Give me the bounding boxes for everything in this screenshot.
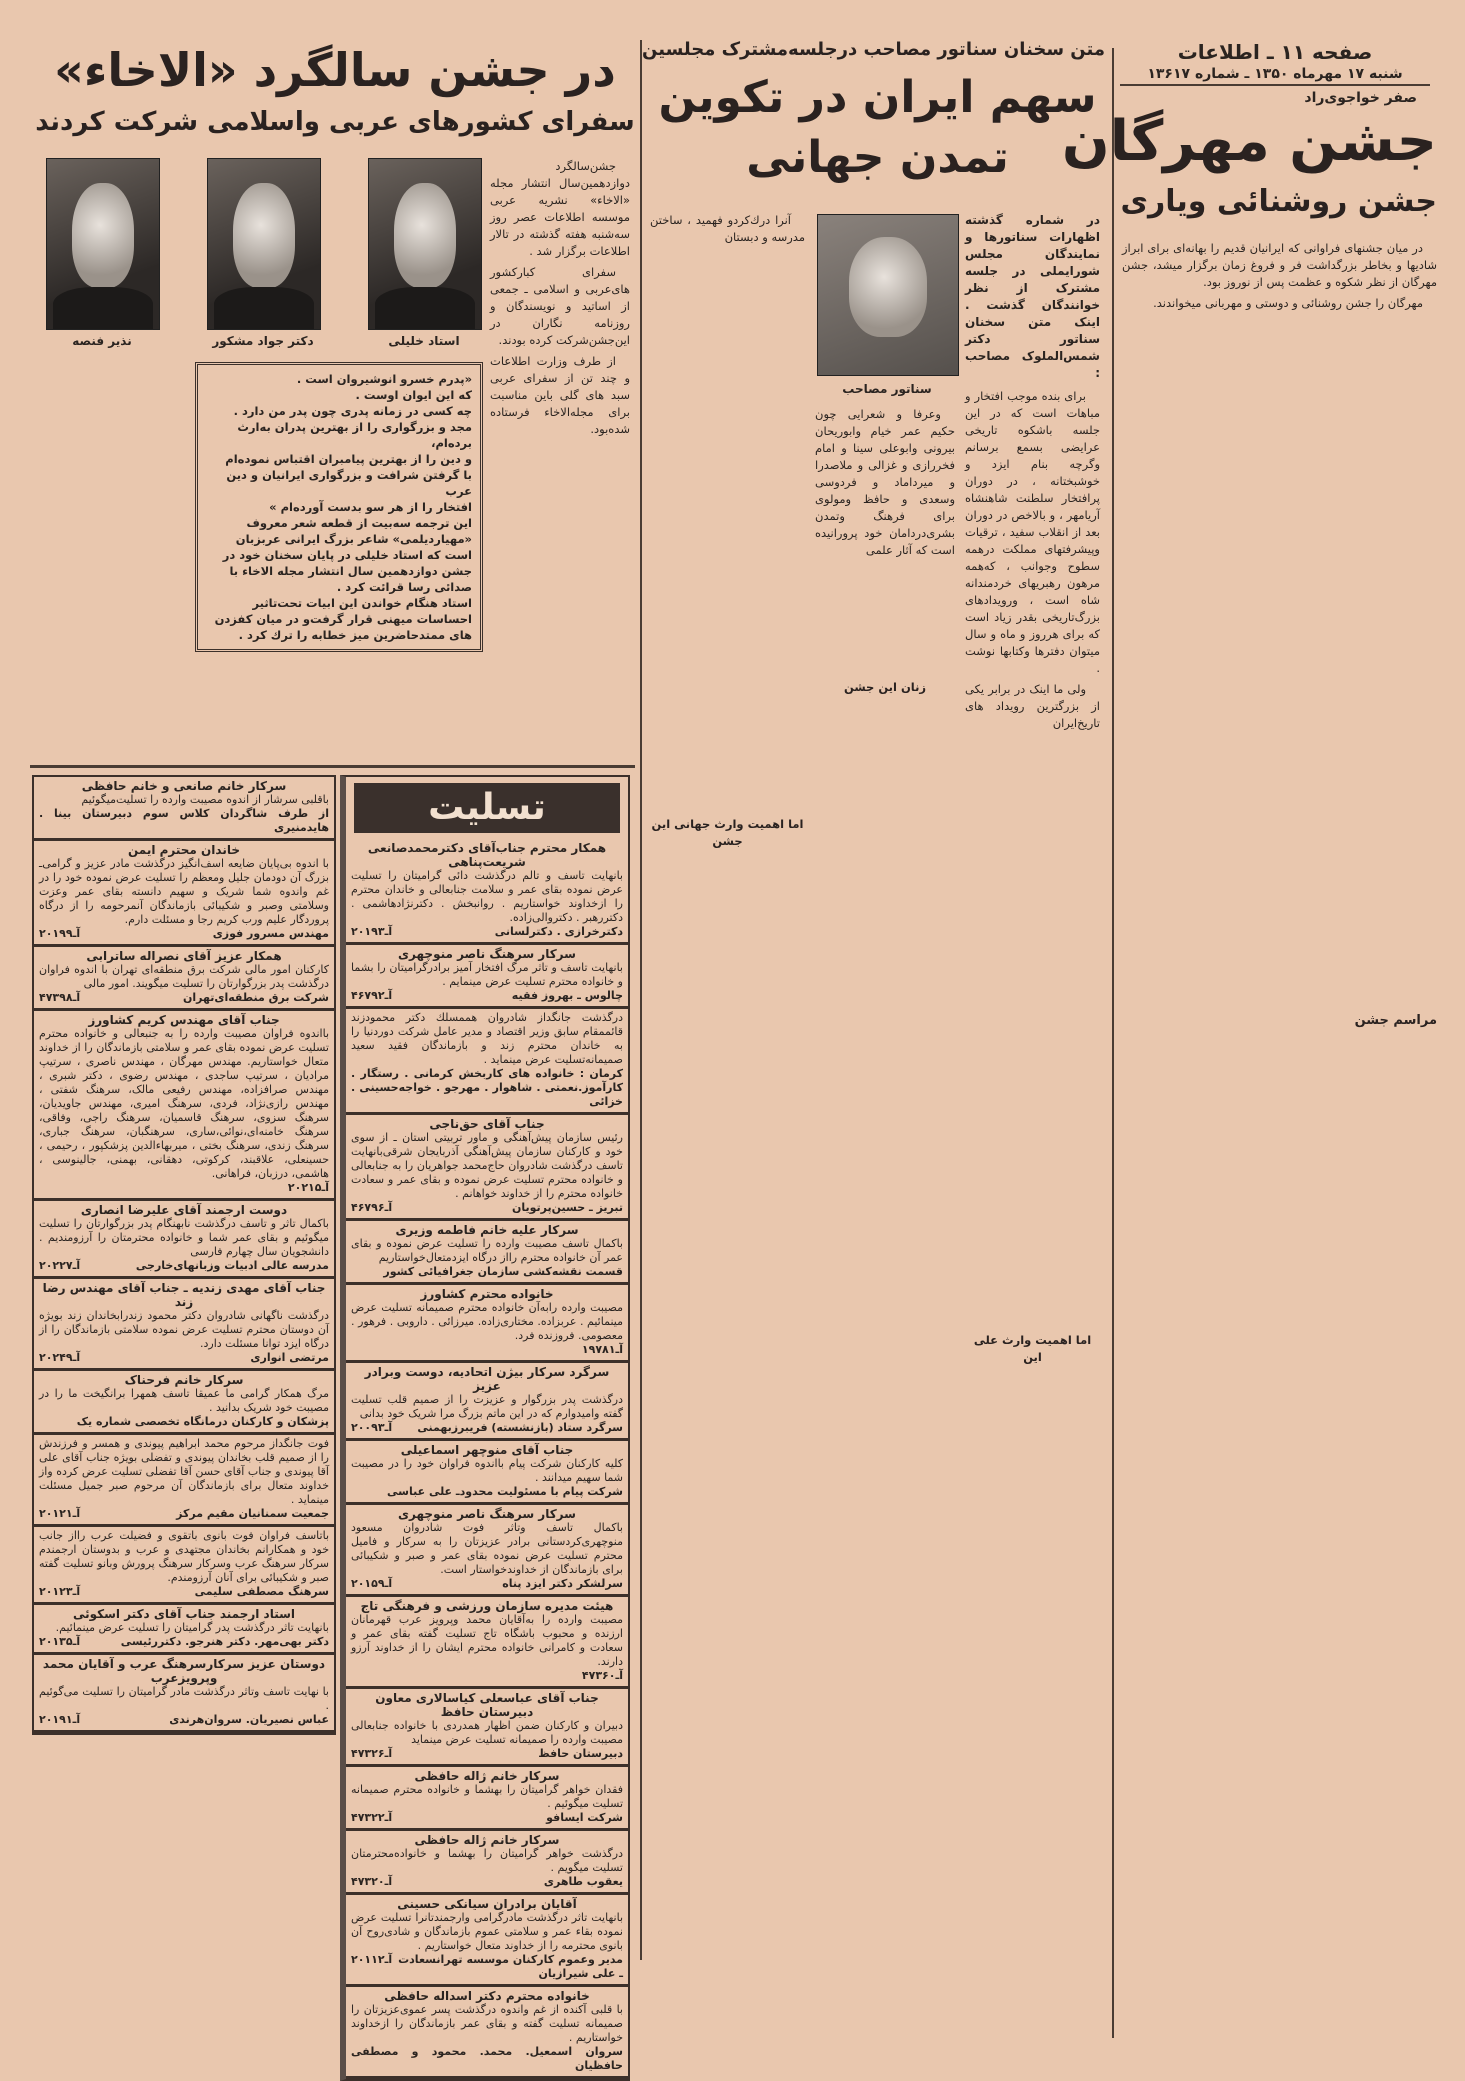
notice-title: سرکار خانم صانعی و خانم حافظی: [81, 779, 287, 793]
notice-footer: [351, 1875, 623, 1889]
notice-footer: [351, 1577, 623, 1591]
paragraph: سفرای کبارکشور های‌عربی و اسلامی ـ جمعی از اساتید و نویسندگان و روزنامه نگاران در این‌جشن‌شرکت کرده بودند.: [490, 265, 630, 347]
notice-title: جناب آقای عباسعلی کیاسالاری معاون دبیرستان حافظ: [375, 1691, 599, 1719]
notice-footer: [351, 1421, 623, 1435]
condolence-notice: [34, 777, 334, 841]
condolence-notice: [346, 1895, 628, 1987]
paragraph: از طرف وزارت اطلاعات و چند تن از سفرای عربی سبد های گلی باین مناسبت برای مجله‌الاخاء فرستاده شده‌بود.: [490, 354, 630, 436]
notice-list: [346, 839, 628, 2079]
portrait-suit: [375, 287, 476, 330]
article-author: صفر خواجوی‌راد: [1304, 90, 1417, 106]
notice-footer: [39, 1713, 329, 1727]
notice-footer: [351, 1067, 623, 1109]
condolence-notice: [346, 1597, 628, 1689]
notice-code: آـ۴۶۷۹۶: [351, 1201, 393, 1214]
page-number: صفحه ۱۱ ـ اطلاعات: [1177, 40, 1373, 64]
notice-footer: [351, 1343, 623, 1357]
notice-code: آـ۲۰۱۳۵: [39, 1635, 81, 1648]
notice-footer: [39, 927, 329, 941]
notice-signature: سرهنگ مصطفی سلیمی: [194, 1585, 329, 1598]
article-subheadline: جشن روشنائی ویاری: [1120, 184, 1437, 219]
poem-line: که این ایوان اوست .: [355, 388, 472, 402]
photo-caption: استاد خلیلی: [388, 334, 460, 348]
notice-body: باکمال تاثر و تاسف درگذشت نابهنگام پدر بزرگوارتان را تسلیت میگوئیم و بقای عمر شما و خانواده محترمتان را آرزومندیم . دانشجویان سال چهارم فارسی: [39, 1217, 329, 1258]
notice-body: مرگ همکار گرامی ما عمیقا تاسف همهرا برانگیخت ما را در مصیبت خود شریک بدانید .: [39, 1387, 329, 1414]
notice-title: سرکار خانم ژاله حافظی: [414, 1833, 560, 1847]
paragraph: آنرا درك‌كردو فهمید ، ساختن مدرسه و دبستان: [650, 213, 805, 244]
notice-title: سرگرد سرکار بیژن اتحادیه، دوست وبرادر عزیز: [364, 1365, 610, 1393]
notice-signature: از طرف شاگردان کلاس سوم دبیرستان بینا . هایدمنیری: [39, 807, 329, 834]
paragraph: جشن‌سالگرد دوازدهمین‌سال انتشار مجله «الاخاء» نشریه عربی موسسه اطلاعات عصر روز سه‌شنبه هفته گذشته در تالار اطلاعات برگزار شد .: [490, 159, 630, 258]
poem-line: چه کسی در زمانه پدری چون پدر من دارد .: [233, 404, 472, 418]
portrait-suit: [214, 287, 315, 330]
notice-title: جناب آقای منوچهر اسماعیلی: [400, 1443, 574, 1457]
paragraph: مهرگان را جشن روشنائی و دوستی و مهربانی میخواندند.: [1153, 296, 1423, 310]
notice-title: سرکار علیه خانم فاطمه وزیری: [395, 1223, 579, 1237]
condolence-notice: [346, 1285, 628, 1363]
photo-caption: دکتر جواد مشکور: [212, 334, 314, 348]
notice-signature: شرکت ایسافو: [546, 1811, 623, 1824]
notice-title: جناب آقای حق‌ناجی: [429, 1117, 545, 1131]
section-heading: اما اهمیت وارث جهانی این جشن: [651, 817, 804, 848]
notice-footer: [351, 1747, 623, 1761]
article-headline-line2: تمدن جهانی: [746, 132, 1009, 183]
senator-body-text: [965, 388, 1100, 1366]
notice-title: سرکار خانم فرحناک: [124, 1373, 244, 1387]
notice-title: سرکار سرهنگ ناصر منوچهری: [398, 947, 576, 961]
notice-body: با قلبی آکنده از غم واندوه درگذشت پسر عموی‌عزیزتان را صمیمانه تسلیت گفته و بقای عمر بازماندگان را ازخداوند خواستاریم .: [351, 2003, 623, 2044]
notice-signature: دبیرستان حافظ: [538, 1747, 623, 1760]
notice-title: دوستان عزیز سرکارسرهنگ عرب و آقایان محمد وپرویزعرب: [42, 1657, 326, 1685]
notice-body: درگذشت پدر بزرگوار و عزیزت را از صمیم قلب تسلیت گفته وامیدوارم که در این ماتم بزرگ مرا شریک خود بدانی: [351, 1393, 623, 1420]
notice-signature: مدیر وعموم کارکنان موسسه تهرانسعادت ـ علی شیرازیان: [398, 1953, 623, 1980]
notice-signature: مهندس مسرور فوزی: [212, 927, 329, 940]
notice-code: آـ۲۰۱۱۲: [351, 1953, 393, 1966]
notice-signature: چالوس ـ بهروز فقیه: [511, 989, 623, 1002]
masthead: [1125, 40, 1425, 82]
senator-body-col1: [965, 212, 1100, 1370]
article-headline: در جشن سالگرد «الاخاء»: [54, 43, 616, 97]
condolence-notice: [346, 1831, 628, 1895]
article-headline: سهم ایران در تکوین: [658, 72, 1097, 123]
notice-signature: مدرسه عالی ادبیات وزبانهای‌خارجی: [135, 1259, 329, 1272]
photo-khalili: [368, 158, 482, 330]
section-heading: اما اهمیت وارث علی این: [973, 1333, 1092, 1364]
senator-photo: [817, 214, 959, 376]
notice-signature: مرتضی انواری: [250, 1351, 329, 1364]
portrait-suit: [53, 287, 154, 330]
notice-code: آـ۲۰۲۴۹: [39, 1351, 81, 1364]
section-heading: مراسم جشن: [1354, 1013, 1437, 1028]
notice-footer: [351, 1953, 623, 1981]
notice-code: آـ۲۰۱۹۹: [39, 927, 81, 940]
notice-body: باکمال تاسف مصیبت وارده را تسلیت عرض نموده و بقای عمر آن خانواده محترم رااز درگاه ایزدمتعال‌خواستاریم: [351, 1237, 623, 1264]
condolence-notice: [34, 1279, 334, 1371]
portrait: [72, 183, 135, 288]
notice-body: باتاسف فراوان فوت بانوی باتقوی و فضیلت عرب رااز جانب خود و همکارانم بخاندان مجتهدی و عرب و بدوستان ارجمندم سرکار سرهنگ عرب وسرکار سرهنگ پرورش وبانو تسلیت گفته صبر و شکیبائی برای آنان آرزومندم.: [39, 1529, 329, 1584]
condolence-notice: [34, 1435, 334, 1527]
notice-signature: کرمان : خانواده های کاربخش کرمانی . رستگار . کارآموز.نعمتی . شاهوار . مهرجو . خواجه‌حسینی . خزائی: [351, 1067, 623, 1108]
article-lead: [965, 212, 1100, 382]
notice-code: آـ۴۷۳۶۰: [581, 1669, 623, 1682]
condolence-notice: [346, 1363, 628, 1441]
paragraph: وعرفا و شعرایی چون حکیم عمر خیام وابوریحان بیرونی وابوعلی سینا و امام فخررازی و غزالی و ملاصدرا و میرداماد و فردوسی وسعدی و حافظ ومولوی برای فرهنگ وتمدن بشری‌دردامان خود پرورانیده است که آثار علمی: [815, 407, 955, 557]
notice-footer: [351, 1811, 623, 1825]
notice-code: آـ۴۶۷۹۲: [351, 989, 393, 1002]
notice-signature: دکتر بهی‌مهر. دکتر هنرجو. دکتررئیسی: [120, 1635, 329, 1648]
section-heading: زنان این جشن: [843, 680, 927, 694]
notice-signature: قسمت نقشه‌کشی سازمان جغرافیائی کشور: [383, 1265, 623, 1278]
portrait: [849, 237, 927, 336]
condolence-notice: [34, 1605, 334, 1655]
condolence-notice: [34, 1371, 334, 1435]
section-divider: [30, 765, 635, 768]
photo-caption: نذیر فنصه: [72, 334, 132, 348]
notice-footer: [351, 2045, 623, 2073]
notice-body: درگذشت جانگداز شادروان هممسلك دکتر محمودزند قائممقام سابق وزیر اقتصاد و مدیر عامل شرکت دوردنیا را به خاندان محترم زند و بازماندگان فقید سعید صمیمانه‌تسلیت عرض مینماید .: [351, 1011, 623, 1066]
notice-signature: شرکت پیام با مسئولیت محدود‌ـ علی عباسی: [387, 1485, 623, 1498]
notice-code: آـ۴۷۳۲۲: [351, 1811, 393, 1824]
notice-footer: [39, 1415, 329, 1429]
lead-paragraph: در شماره گذشته اظهارات سناتورها و نمایندگان مجلس شورایملی در جلسه مشترک از نظر خوانندگان گذشت . اینک متن سخنان سناتور دکتر شمس‌الملوک مصاحب :: [965, 213, 1100, 380]
condolence-notice: [346, 1115, 628, 1221]
condolence-notice: [346, 1221, 628, 1285]
ads-right-frame: [340, 775, 630, 2081]
notice-signature: تبریز ـ حسین‌پرتویان: [511, 1201, 623, 1214]
alakha-body: [490, 158, 630, 442]
condolence-notice: [346, 1689, 628, 1767]
notice-code: آـ۲۰۲۱۵: [287, 1181, 329, 1194]
senator-body-col3: [650, 212, 805, 854]
condolence-notice: [34, 1011, 334, 1201]
condolence-banner: تسلیت: [354, 783, 620, 833]
paragraph: در میان جشنهای فراوانی که ایرانیان قدیم را بهانه‌ای برای ابراز شادیها و بخاطر بزرگداشت فر و فروغ زمان برگزار میشد، جشن مهرگان از نظر شکوه و عظمت پس از نوروز بود.: [1122, 241, 1437, 289]
poem-note: این ترجمه سه‌بیت از قطعه شعر معروف «مهیاردیلمی» شاعر بزرگ ایرانی عربزبان است که استاد خلیلی در پایان سخنان خود در جشن دوازدهمین سال انتشار مجله الاخاء با صدائی رسا قرائت کرد .: [222, 516, 472, 594]
poem-box: [195, 362, 483, 652]
notice-body: کارکنان امور مالی شرکت برق منطقه‌ای تهران با اندوه فراوان درگذشت پدر بزرگوارتان را تسلیت میگویند. امور مالی: [39, 963, 329, 990]
poem-line: افتخار را از هر سو بدست آورده‌ام »: [269, 500, 472, 514]
portrait: [394, 183, 457, 288]
notice-footer: [351, 1669, 623, 1683]
notice-body: بانهایت تاسف و تالم درگذشت دائی گرامیتان را تسلیت عرض نموده بقای عمر و سلامت جنابعالی و خاندان محترم را ازخداوند خواستاریم . روانبخش . دکترنژادهاشمی . دکتررهبر . دکتروالی‌زاده.: [351, 869, 623, 924]
notice-footer: [39, 1635, 329, 1649]
portrait: [233, 183, 296, 288]
condolence-notice: [346, 1441, 628, 1505]
notice-signature: دکترخرازی . دکترلسانی: [494, 925, 623, 938]
notice-title: سرکار خانم ژاله حافظی: [414, 1769, 560, 1783]
notice-title: سرکار سرهنگ ناصر منوچهری: [398, 1507, 576, 1521]
notice-code: آـ۲۰۱۲۳: [39, 1585, 81, 1598]
notice-footer: [351, 925, 623, 939]
notice-body: بااندوه فراوان مصیبت وارده را به جنبعالی و خانواده محترم تسلیت عرض نموده بقای عمر و سلامتی بازماندگان را از خداوند متعال خواستاریم. مهندس مهرگان ، مهندس ناصری ، سرتیپ مرادیان ، سرتیپ ساجدی ، مهندس رضوی ، دکتر شبری ، مهندس صرافزاده، مهندس رفیعی مالک، سرهنگ شفتی ، مهندس رازی‌نژاد، فردی، سرهنگ امیری، مهندس جاویدیان، سرهنگ سزوی، سرهنگ قاسمیان، سرهنگ راجی، وفاقی، سرهنگ خامنه‌ای،نوائی،ساری، سرهنگبان، سرهنگ جباری، سرهنگ زندی، سرهنگ بختی ، میربهاءالدین پزشکپور ، رحیمی ، حسینعلی، علاقبند، کرکوتی، دهقانی، بهمنی، جالینوسی ، هاشمی، درزبان، فراهانی.: [39, 1027, 329, 1180]
photo-fenseh: [46, 158, 160, 330]
notice-title: استاد ارجمند جناب آقای دکتر اسکوئی: [72, 1607, 296, 1621]
notice-code: آـ۴۷۳۲۶: [351, 1747, 393, 1760]
condolence-notice: [34, 947, 334, 1011]
senator-body-col2: [815, 406, 955, 700]
notice-signature: سروان اسمعیل. محمد. محمود و مصطفی حافظیان: [351, 2045, 623, 2072]
notice-code: آـ۲۰۱۹۳: [351, 925, 393, 938]
notice-title: خاندان محترم ایمن: [127, 843, 240, 857]
notice-body: فوت جانگداز مرحوم محمد ابراهیم پیوندی و همسر و فرزندش را از صمیم قلب بخاندان پیوندی و تفضلی بویژه جناب آقای علی آقا پیوندی و جناب آقای حسن آقا تفضلی تسلیت عرض کرده واز خداوند متعال برای بازماندگان آن مرحوم صبر جمیل مسئلت مینماید .: [39, 1437, 329, 1506]
ads-left-frame: [32, 775, 336, 1735]
paragraph: برای بنده موجب افتخار و مباهات است که در این جلسه باشکوه تاریخی عرایضی بسمع برسانم وگرچه بنام ایزد و خوشبختانه ، در دوران پرافتخار سلطنت شاهنشاه آریامهر ، و بالاخص در دوران بعد از انقلاب سفید ، ترقیات وپیشرفتهای مملکت درهمه سطوح وجوانب ، که‌همه مرهون رهبریهای خردمندانه شاه است ، ورویدادهای بزرگ‌تاریخی بقدر زیاد است که برای هرروز و ماه و سال میتوان دفترها وکتابها نوشت .: [965, 389, 1100, 675]
notice-title: خانواده محترم کشاورز: [420, 1287, 554, 1301]
notice-footer: [351, 1265, 623, 1279]
notice-body: رئیس سازمان پیش‌آهنگی و ماور تربیتی استان ـ از سوی خود و کارکنان سازمان پیش‌آهنگی آذربایجان شرقی‌بانهایت تاسف درگذشت شادروان حاج‌محمد جواهریان را به جنابعالی و خانواده محترم تسلیت عرض نموده و بقای عمر و سعادت خانواده محترم را از خداوند خواهانم .: [351, 1131, 623, 1200]
notice-body: مصیبت وارده را به‌آقایان محمد وپرویز عرب قهرمانان ارزنده و محبوب باشگاه تاج تسلیت گفته بقای عمر و سعادت و کامرانی خانواده محترم ایشان را از خداوند آرزو دارند.: [351, 1613, 623, 1668]
poem-line: با گرفتن شرافت و بزرگواری ایرانیان و دین عرب: [226, 468, 472, 498]
notice-title: همکار عزیز آقای نصراله ساترابی: [86, 949, 282, 963]
notice-signature: سرگرد ستاد (بازنشسته) فریبرزبهمنی: [417, 1421, 623, 1434]
notice-code: آـ۲۰۱۹۱: [39, 1713, 81, 1726]
notice-body: کلیه کارکنان شرکت پیام بااندوه فراوان خود را در مصیبت شما سهیم میدانند .: [351, 1457, 623, 1484]
condolence-notice: [346, 1987, 628, 2079]
notice-body: با نهایت تاسف وتاثر درگذشت مادر گرامیتان را تسلیت می‌گوئیم .: [39, 1685, 329, 1712]
notice-signature: عباس نصیریان. سروان‌هرندی: [169, 1713, 329, 1726]
notice-title: خانواده محترم دکتر اسداله حافظی: [384, 1989, 590, 2003]
condolence-notice: [346, 839, 628, 945]
notice-body: باکمال تاسف وتاثر فوت شادروان مسعود منوچهری‌کردستانی برادر عزیزتان را به سرکار و فامیل محترم تسلیت عرض نموده بقای عمر و صبر و شکیبائی برای بازماندگان از خداوندخواستار است.: [351, 1521, 623, 1576]
notice-footer: [351, 1485, 623, 1499]
notice-body: بانهایت تاثر درگذشت پدر گرامیتان را تسلیت عرض مینمائیم.: [55, 1621, 329, 1634]
notice-footer: [351, 989, 623, 1003]
notice-title: جناب آقای مهندس کریم کشاورز: [88, 1013, 280, 1027]
notice-code: آـ۴۷۳۲۰: [351, 1875, 393, 1888]
notice-body: درگذشت خواهر گرامیتان را بهشما و خانواده‌محترمتان تسلیت میگویم .: [351, 1847, 623, 1874]
notice-title: جناب آقای مهدی زندیه ـ جناب آقای مهندس رضا زند: [42, 1281, 326, 1309]
poem-note: استاد هنگام خواندن این ابیات تحت‌تاثیر احساسات میهنی قرار گرفت‌و در میان کفزدن های ممتدحاضرین میز خطابه را ترك کرد .: [214, 596, 472, 642]
condolence-notice: [346, 1767, 628, 1831]
notice-body: باقلبی سرشار از اندوه مصیبت وارده را تسلیت‌میگوئیم: [81, 793, 329, 806]
notice-footer: [39, 807, 329, 835]
notice-footer: [39, 1585, 329, 1599]
notice-code: آـ۱۹۷۸۱: [581, 1343, 623, 1356]
photo-mashkur: [207, 158, 321, 330]
condolence-notice: [34, 1201, 334, 1279]
condolence-notice: [346, 1505, 628, 1597]
notice-code: آـ۲۰۰۹۳: [351, 1421, 393, 1434]
masthead-divider: [1120, 84, 1430, 86]
notice-title: همکار محترم جناب‌آقای دکترمحمدصانعی شریعت‌پناهی: [367, 841, 607, 869]
notice-signature: پزشکان و کارکنان درمانگاه تخصصی شماره یک: [76, 1415, 329, 1428]
notice-signature: شرکت برق منطقه‌ای‌تهران: [182, 991, 329, 1004]
article-headline: جشن مهرگان: [1061, 109, 1437, 174]
column-rule: [640, 40, 642, 1960]
notice-body: درگذشت ناگهانی شادروان دکتر محمود زندرابخاندان زند بویژه آن دوستان محترم تسلیت عرض نموده سلامتی بازماندگان را از درگاه ایزد توانا مسئلت دارد.: [39, 1309, 329, 1350]
notice-signature: یعقوب طاهری: [543, 1875, 623, 1888]
notice-footer: [39, 1181, 329, 1195]
notice-body: بانهایت تاسف و تاثر مرگ افتخار آمیز برادرگرامیتان را بشما و خانواده محترم تسلیت عرض مینمایم .: [351, 961, 623, 988]
notice-code: آـ۲۰۲۲۷: [39, 1259, 81, 1272]
notice-code: آـ۲۰۱۵۹: [351, 1577, 393, 1590]
notice-footer: [39, 1507, 329, 1521]
notice-footer: [351, 1201, 623, 1215]
article-kicker: متن سخنان سناتور مصاحب درجلسه‌مشترک مجلسین: [642, 39, 1105, 60]
notice-footer: [39, 991, 329, 1005]
notice-body: مصیبت وارده رابه‌آن خانواده محترم صمیمانه تسلیت عرض مینمائیم . عربزاده. مختاری‌زاده. میرزائی . داروبی . فرهور . معصومی. فروزنده فرد.: [351, 1301, 623, 1342]
notice-body: با اندوه بی‌پایان ضایعه اسف‌انگیز درگذشت مادر عزیز و گرامی‌ـ بزرگ آن دودمان جلیل ومعظم را تسلیت عرض نموده خود را در غم واندوه شما شریک و سهیم دانسته بقای عمر وعزت وسلامتی وصبر و شکیبائی بازماندگان آنمرحومه را از درگاه پروردگار علیم ورب کریم رجا و مسئلت دارم.: [39, 857, 329, 926]
notice-signature: جمعیت سمنانیان مقیم مرکز: [176, 1507, 329, 1520]
notice-body: فقدان خواهر گرامیتان را بهشما و خانواده محترم صمیمانه تسلیت میگوئیم .: [351, 1783, 623, 1810]
condolence-notice: [34, 1655, 334, 1733]
notice-code: آـ۴۷۳۹۸: [39, 991, 81, 1004]
condolence-notice: [34, 841, 334, 947]
poem-line: و دین را از بهترین پیامبران اقتباس نموده‌ام: [225, 452, 472, 466]
notice-body: دبیران و کارکنان ضمن اظهار همدردی با خانواده جنابعالی مصیبت وارده را صمیمانه تسلیت عرض مینماید: [351, 1719, 623, 1746]
notice-title: هیئت مدیره سازمان ورزشی و فرهنگی تاج: [360, 1599, 614, 1613]
condolence-notice: [346, 1009, 628, 1115]
notice-body: بانهایت تاثر درگذشت مادرگرامی وارجمندتانرا تسلیت عرض نموده بقاء عمر و سلامتی عموم بازماندگان و شادی‌روح آن بانوی محترمه را از خداوند متعال خواستاریم .: [351, 1911, 623, 1952]
notice-title: دوست ارجمند آقای علیرضا انصاری: [80, 1203, 288, 1217]
mehregan-article: [1061, 90, 1437, 1033]
notice-footer: [39, 1259, 329, 1273]
poem-line: «پدرم خسرو انوشیروان است .: [296, 372, 472, 386]
column-rule: [1112, 48, 1114, 2038]
notice-code: آـ۲۰۱۲۱: [39, 1507, 81, 1520]
alakha-article: [35, 38, 635, 142]
issue-date: شنبه ۱۷ مهرماه ۱۳۵۰ ـ شماره ۱۳۶۱۷: [1147, 66, 1403, 82]
notice-list: [34, 777, 334, 1733]
condolence-notice: [34, 1527, 334, 1605]
paragraph: ولی ما اینک در برابر یکی از بزرگترین رویداد های تاریخ‌ایران: [965, 682, 1100, 730]
senator-article: [642, 36, 1105, 188]
notice-signature: سرلشکر دکتر ایزد پناه: [502, 1577, 623, 1590]
notice-title: آقایان برادران سیانکی حسینی: [397, 1897, 577, 1911]
photo-caption: سناتور مصاحب: [842, 382, 932, 396]
article-subheadline: سفرای کشورهای عربی واسلامی شرکت کردند: [35, 107, 635, 137]
notice-footer: [39, 1351, 329, 1365]
poem-line: مجد و بزرگواری را از بهترین پدران به‌ارث برده‌ام،: [237, 420, 472, 450]
condolence-notice: [346, 945, 628, 1009]
article-body: [1122, 240, 1437, 1029]
